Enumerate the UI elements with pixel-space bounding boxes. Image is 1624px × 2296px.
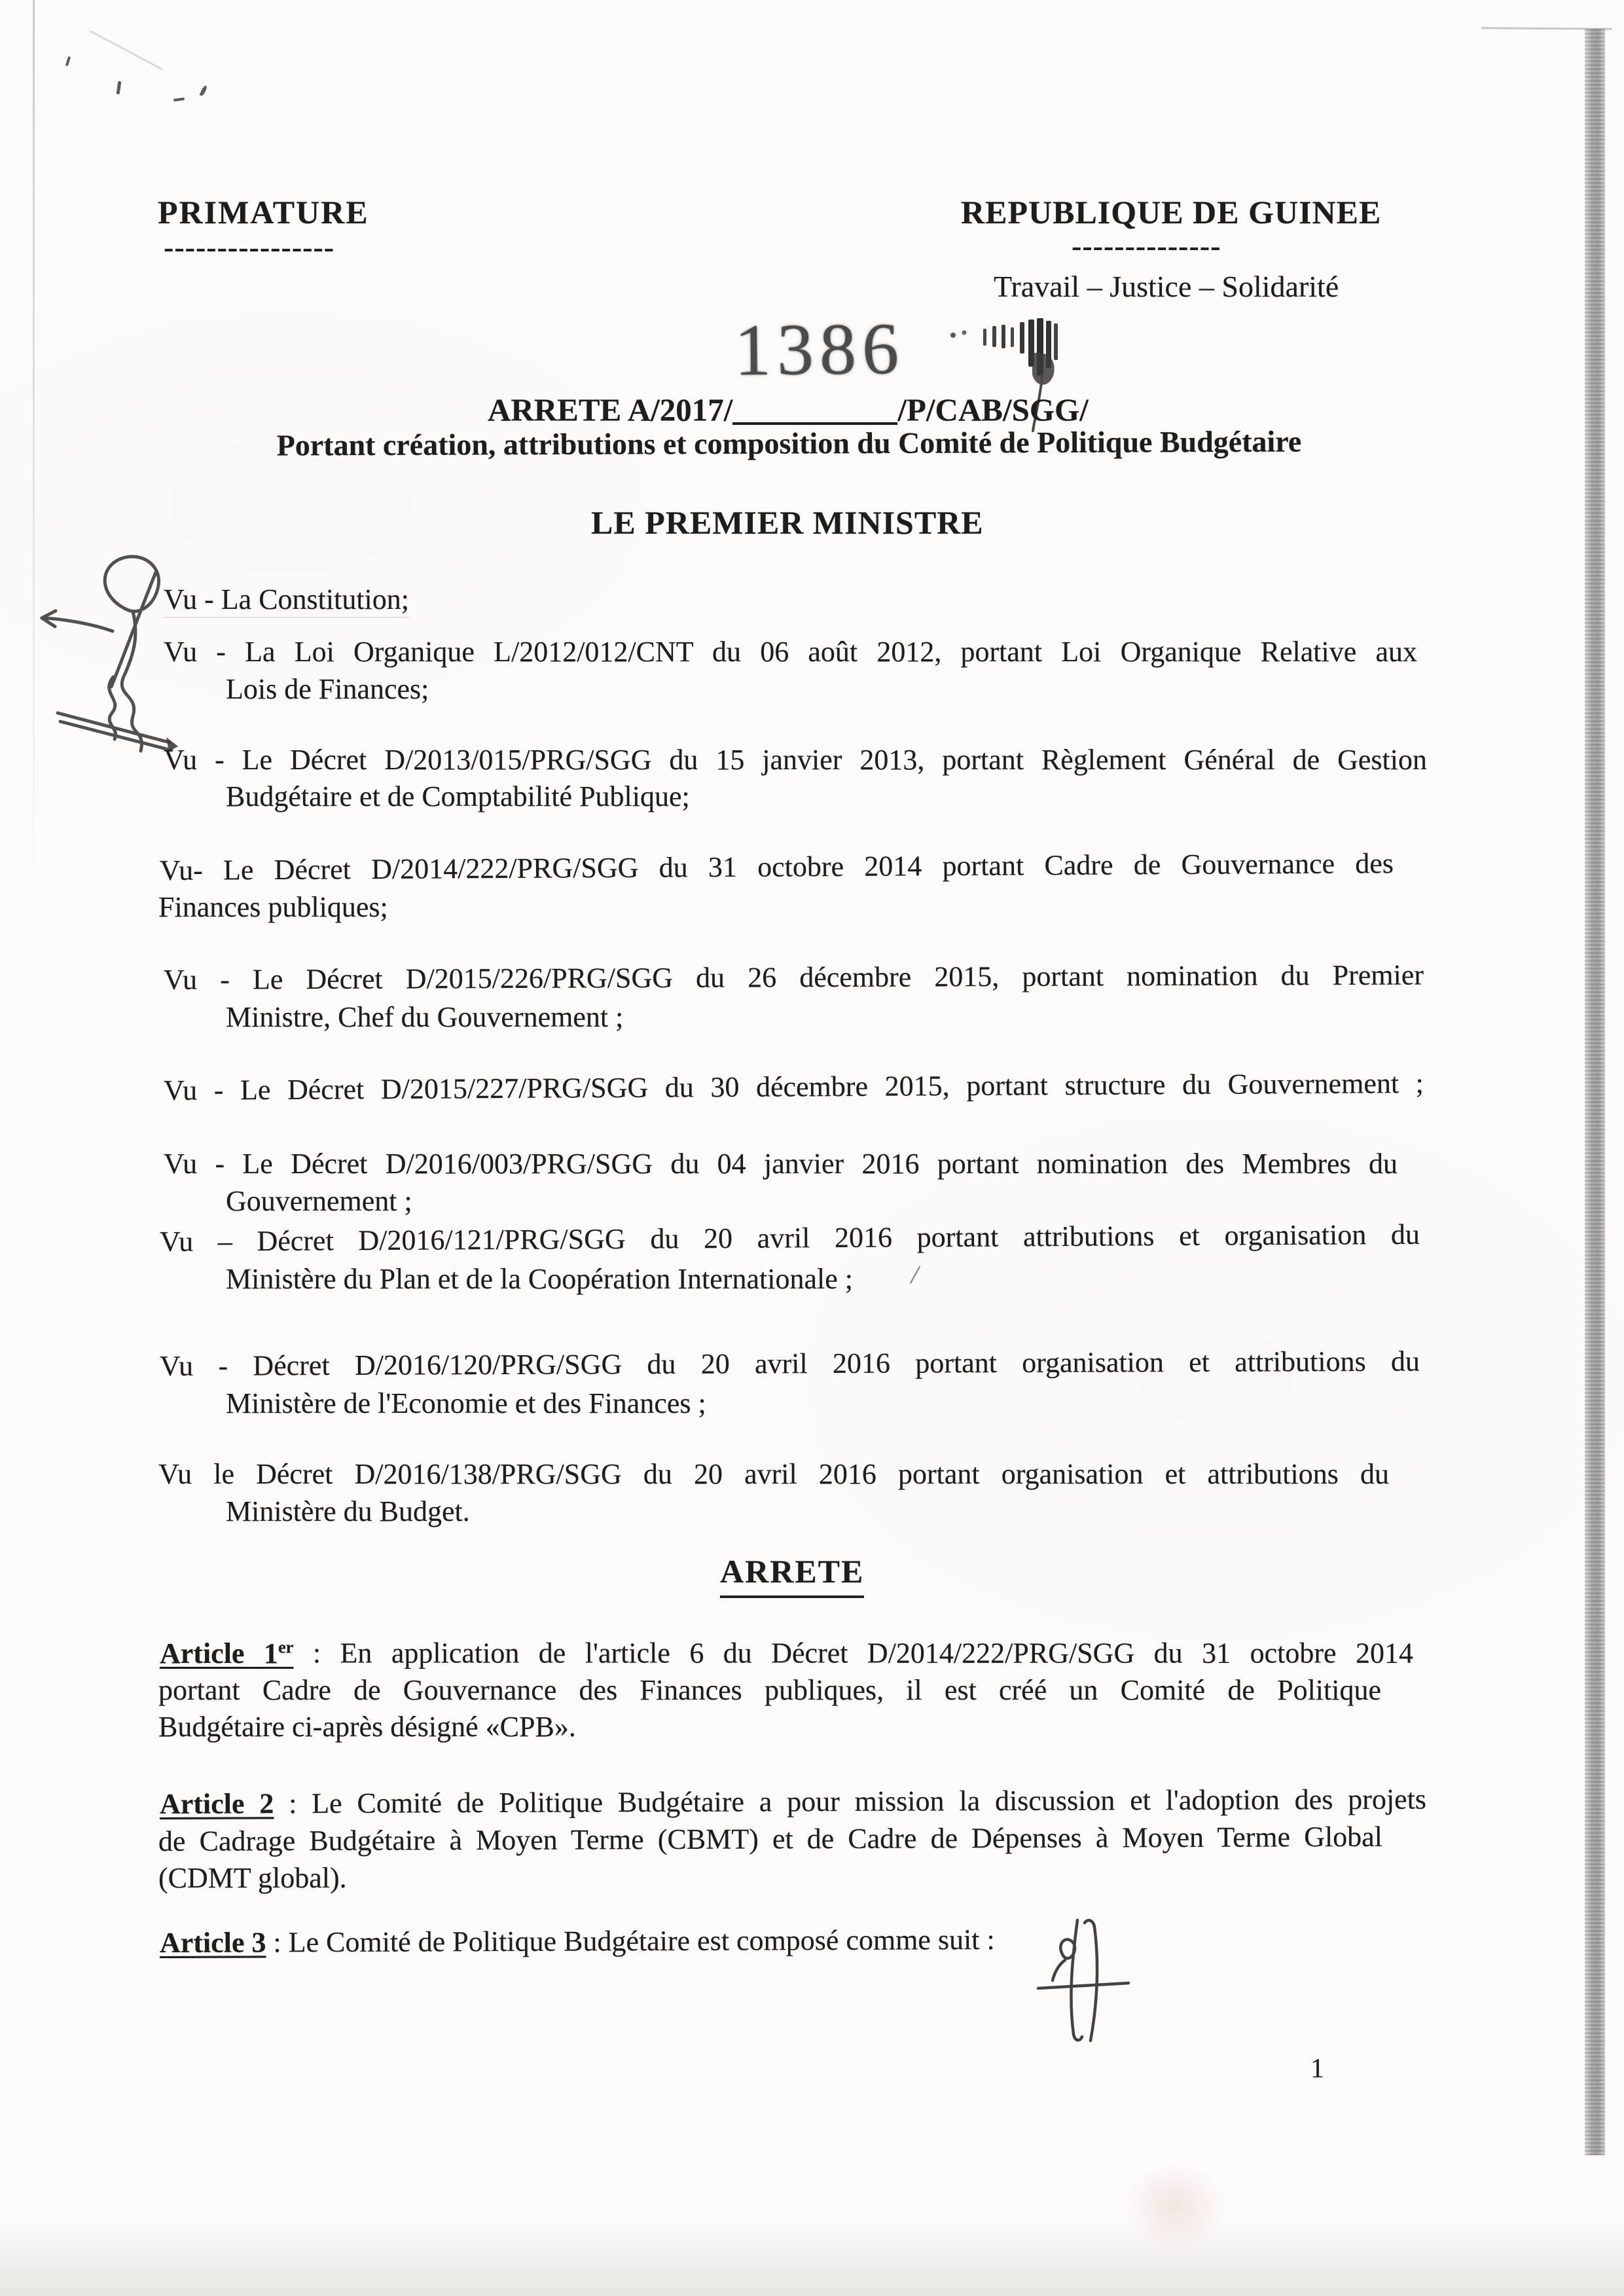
visa-line: Vu - Décret D/2016/120/PRG/SGG du 20 avril 2016 portant organisation et attributions du	[159, 1345, 1420, 1382]
visa-line: Ministère du Budget.	[226, 1495, 470, 1527]
article-line: de Cadrage Budgétaire à Moyen Terme (CBMT) et de Cadre de Dépenses à Moyen Terme Global	[158, 1820, 1383, 1857]
issuing-authority: LE PREMIER MINISTRE	[591, 504, 984, 541]
decision-heading: ARRETE	[720, 1553, 864, 1598]
decree-subject: Portant création, attributions et composition du Comité de Politique Budgétaire	[276, 424, 1302, 462]
visa-line: Ministère de l'Economie et des Finances ;	[226, 1387, 706, 1419]
decree-number-prefix: ARRETE A/2017/	[488, 392, 733, 428]
visa-line: Vu le Décret D/2016/138/PRG/SGG du 20 avril 2016 portant organisation et attributions du	[158, 1458, 1389, 1490]
article-line: Budgétaire ci-après désigné «CPB».	[158, 1711, 576, 1743]
visa-line: Vu - Le Décret D/2015/226/PRG/SGG du 26 décembre 2015, portant nomination du Premier	[163, 958, 1424, 996]
issuing-office-separator: ----------------	[164, 230, 335, 264]
visa-line: Gouvernement ;	[226, 1185, 412, 1217]
ink-speck	[200, 85, 208, 97]
stray-pen-slash: /	[909, 1260, 922, 1291]
article-line	[160, 1637, 1413, 1670]
article-ordinal-sup: er	[278, 1637, 294, 1656]
country-name: REPUBLIQUE DE GUINEE	[961, 194, 1382, 230]
article-line: portant Cadre de Gouvernance des Finances publiques, il est créé un Comité de Politique	[158, 1674, 1381, 1706]
visa-line: Vu - Le Décret D/2013/015/PRG/SGG du 15 janvier 2013, portant Règlement Général de Gestion	[164, 744, 1427, 776]
ink-speck	[65, 56, 71, 67]
visa-line: Finances publiques;	[158, 891, 388, 923]
visa-line: Ministère du Plan et de la Coopération Internationale ;	[226, 1263, 853, 1295]
article-label: Article 3	[159, 1926, 266, 1959]
scan-streak	[90, 30, 163, 70]
national-motto: Travail – Justice – Solidarité	[994, 270, 1339, 303]
article-text: : En application de l'article 6 du Décret D/2014/222/PRG/SGG du 31 octobre 2014	[293, 1637, 1414, 1669]
visa-line: Vu- Le Décret D/2014/222/PRG/SGG du 31 octobre 2014 portant Cadre de Gouvernance des	[159, 847, 1394, 886]
decree-number-line	[488, 388, 1089, 429]
stamped-reference-number: 1386	[734, 308, 905, 392]
country-separator: --------------	[1072, 229, 1221, 263]
article-line: (CDMT global).	[158, 1862, 347, 1894]
pink-smudge	[1105, 2146, 1246, 2267]
decree-number-suffix: /P/CAB/SGG/	[897, 392, 1089, 428]
visa-line: Vu - La Loi Organique L/2012/012/CNT du 06 août 2012, portant Loi Organique Relative aux	[164, 636, 1417, 668]
scanner-top-line	[1481, 27, 1612, 29]
article-label: Article 2	[159, 1787, 274, 1820]
visa-line: Ministre, Chef du Gouvernement ;	[226, 1001, 624, 1033]
paper-left-edge	[33, 0, 35, 917]
ink-speck	[173, 98, 185, 101]
visa-line: Vu – Décret D/2016/121/PRG/SGG du 20 avril 2016 portant attributions et organisation du	[159, 1218, 1420, 1258]
article-text: : Le Comité de Politique Budgétaire a pour mission la discussion et l'adoption des projets	[274, 1783, 1427, 1820]
visa-line: Vu - La Constitution;	[164, 583, 409, 618]
blank-number-underline	[732, 392, 897, 425]
article-line	[160, 1923, 995, 1959]
article-line	[160, 1783, 1426, 1821]
article-label: Article 1er	[160, 1637, 294, 1669]
visa-line: Vu - Le Décret D/2016/003/PRG/SGG du 04 janvier 2016 portant nomination des Membres du	[164, 1148, 1398, 1180]
article-text: : Le Comité de Politique Budgétaire est composé comme suit :	[266, 1923, 995, 1959]
visa-line: Budgétaire et de Comptabilité Publique;	[226, 780, 690, 812]
page-number: 1	[1310, 2054, 1324, 2084]
visa-line: Lois de Finances;	[226, 673, 429, 705]
visa-line: Vu - Le Décret D/2015/227/PRG/SGG du 30 décembre 2015, portant structure du Gouvernement ;	[163, 1066, 1424, 1106]
scan-bottom-shadow	[0, 2218, 1624, 2296]
handwritten-paraph	[1034, 1915, 1132, 2046]
issuing-office: PRIMATURE	[158, 194, 369, 230]
ink-speck	[117, 81, 122, 95]
scanner-edge-stripe	[1585, 29, 1605, 2155]
